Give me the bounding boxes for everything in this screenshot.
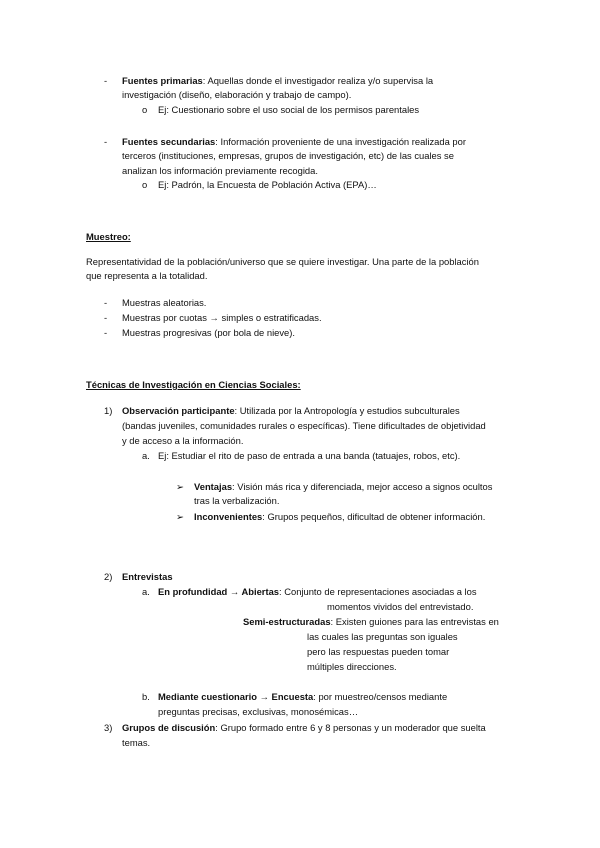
inconvenientes-line: Inconvenientes: Grupos pequeños, dificultad de obtener información. xyxy=(194,511,486,522)
grupos-line1: Grupos de discusión: Grupo formado entre 6 y 8 personas y un moderador que suelta xyxy=(122,722,486,733)
semi-line3: pero las respuestas pueden tomar xyxy=(307,646,450,657)
observacion-term: Observación participante xyxy=(122,405,235,416)
semi-term: Semi-estructuradas xyxy=(243,616,331,627)
profundidad-line2: momentos vividos del entrevistado. xyxy=(327,601,474,612)
profundidad-term: En profundidad → Abiertas xyxy=(158,586,280,597)
sub-letter: a. xyxy=(142,450,150,461)
ventajas-term: Ventajas xyxy=(194,481,233,492)
fuentes-secundarias-line1: Fuentes secundarias: Información proveniente de una investigación realizada por xyxy=(122,136,466,147)
dash-bullet: - xyxy=(104,327,108,338)
semi-line4: múltiples direcciones. xyxy=(307,661,397,672)
list-item: Muestras aleatorias. xyxy=(122,297,207,308)
fuentes-secundarias-line3: analizan los información previamente recogida. xyxy=(122,165,318,176)
sub-letter: a. xyxy=(142,586,150,597)
fuentes-secundarias-term: Fuentes secundarias xyxy=(122,136,216,147)
grupos-term: Grupos de discusión xyxy=(122,722,216,733)
dash-bullet: - xyxy=(104,297,108,308)
circle-bullet: o xyxy=(142,179,148,190)
circle-bullet: o xyxy=(142,104,148,115)
item-number: 1) xyxy=(104,405,113,416)
inconvenientes-term: Inconvenientes xyxy=(194,511,263,522)
fuentes-secundarias-example: Ej: Padrón, la Encuesta de Población Activa (EPA)… xyxy=(158,179,377,190)
item-number: 2) xyxy=(104,571,113,582)
dash-bullet: - xyxy=(104,75,108,86)
list-item: Muestras progresivas (por bola de nieve). xyxy=(122,327,295,338)
cuestionario-line1: Mediante cuestionario → Encuesta: por muestreo/censos mediante xyxy=(158,691,448,702)
ventajas-line2: tras la verbalización. xyxy=(194,495,280,506)
fuentes-secundarias-line2: terceros (instituciones, empresas, grupos de investigación, etc) de las cuales se xyxy=(122,150,454,161)
observacion-example: Ej: Estudiar el rito de paso de entrada a una banda (tatuajes, robos, etc). xyxy=(158,450,461,461)
item-number: 3) xyxy=(104,722,113,733)
tecnicas-heading: Técnicas de Investigación en Ciencias Sociales: xyxy=(86,379,301,390)
observacion-line2: (bandas juveniles, comunidades rurales o específicas). Tiene dificultades de objetividad xyxy=(122,420,486,431)
ventajas-line1: Ventajas: Visión más rica y diferenciada, mejor acceso a signos ocultos xyxy=(194,481,493,492)
profundidad-line1: En profundidad → Abiertas: Conjunto de representaciones asociadas a los xyxy=(158,586,477,597)
muestreo-para-line1: Representatividad de la población/universo que se quiere investigar. Una parte de la población xyxy=(86,256,479,267)
cuestionario-line2: preguntas precisas, exclusivas, monosémicas… xyxy=(158,706,359,717)
dash-bullet: - xyxy=(104,136,108,147)
fuentes-primarias-example: Ej: Cuestionario sobre el uso social de los permisos parentales xyxy=(158,104,420,115)
fuentes-primarias-term: Fuentes primarias xyxy=(122,75,203,86)
sub-letter: b. xyxy=(142,691,150,702)
grupos-line2: temas. xyxy=(122,737,151,748)
muestreo-heading: Muestreo: xyxy=(86,231,131,242)
arrow-bullet-icon: ➢ xyxy=(176,511,184,522)
muestreo-para-line2: que representa a la totalidad. xyxy=(86,270,208,281)
observacion-line3: y de acceso a la información. xyxy=(122,435,244,446)
fuentes-primarias-line2: investigación (diseño, elaboración y trabajo de campo). xyxy=(122,89,352,100)
arrow-bullet-icon: ➢ xyxy=(176,481,184,492)
entrevistas-title: Entrevistas xyxy=(122,571,173,582)
observacion-line1: Observación participante: Utilizada por la Antropología y estudios subculturales xyxy=(122,405,460,416)
fuentes-primarias-line1: Fuentes primarias: Aquellas donde el investigador realiza y/o supervisa la xyxy=(122,75,434,86)
semi-line2: las cuales las preguntas son iguales xyxy=(307,631,458,642)
semi-line1: Semi-estructuradas: Existen guiones para las entrevistas en xyxy=(243,616,499,627)
dash-bullet: - xyxy=(104,312,108,323)
cuestionario-term: Mediante cuestionario → Encuesta xyxy=(158,691,314,702)
list-item: Muestras por cuotas → simples o estratificadas. xyxy=(122,312,322,323)
